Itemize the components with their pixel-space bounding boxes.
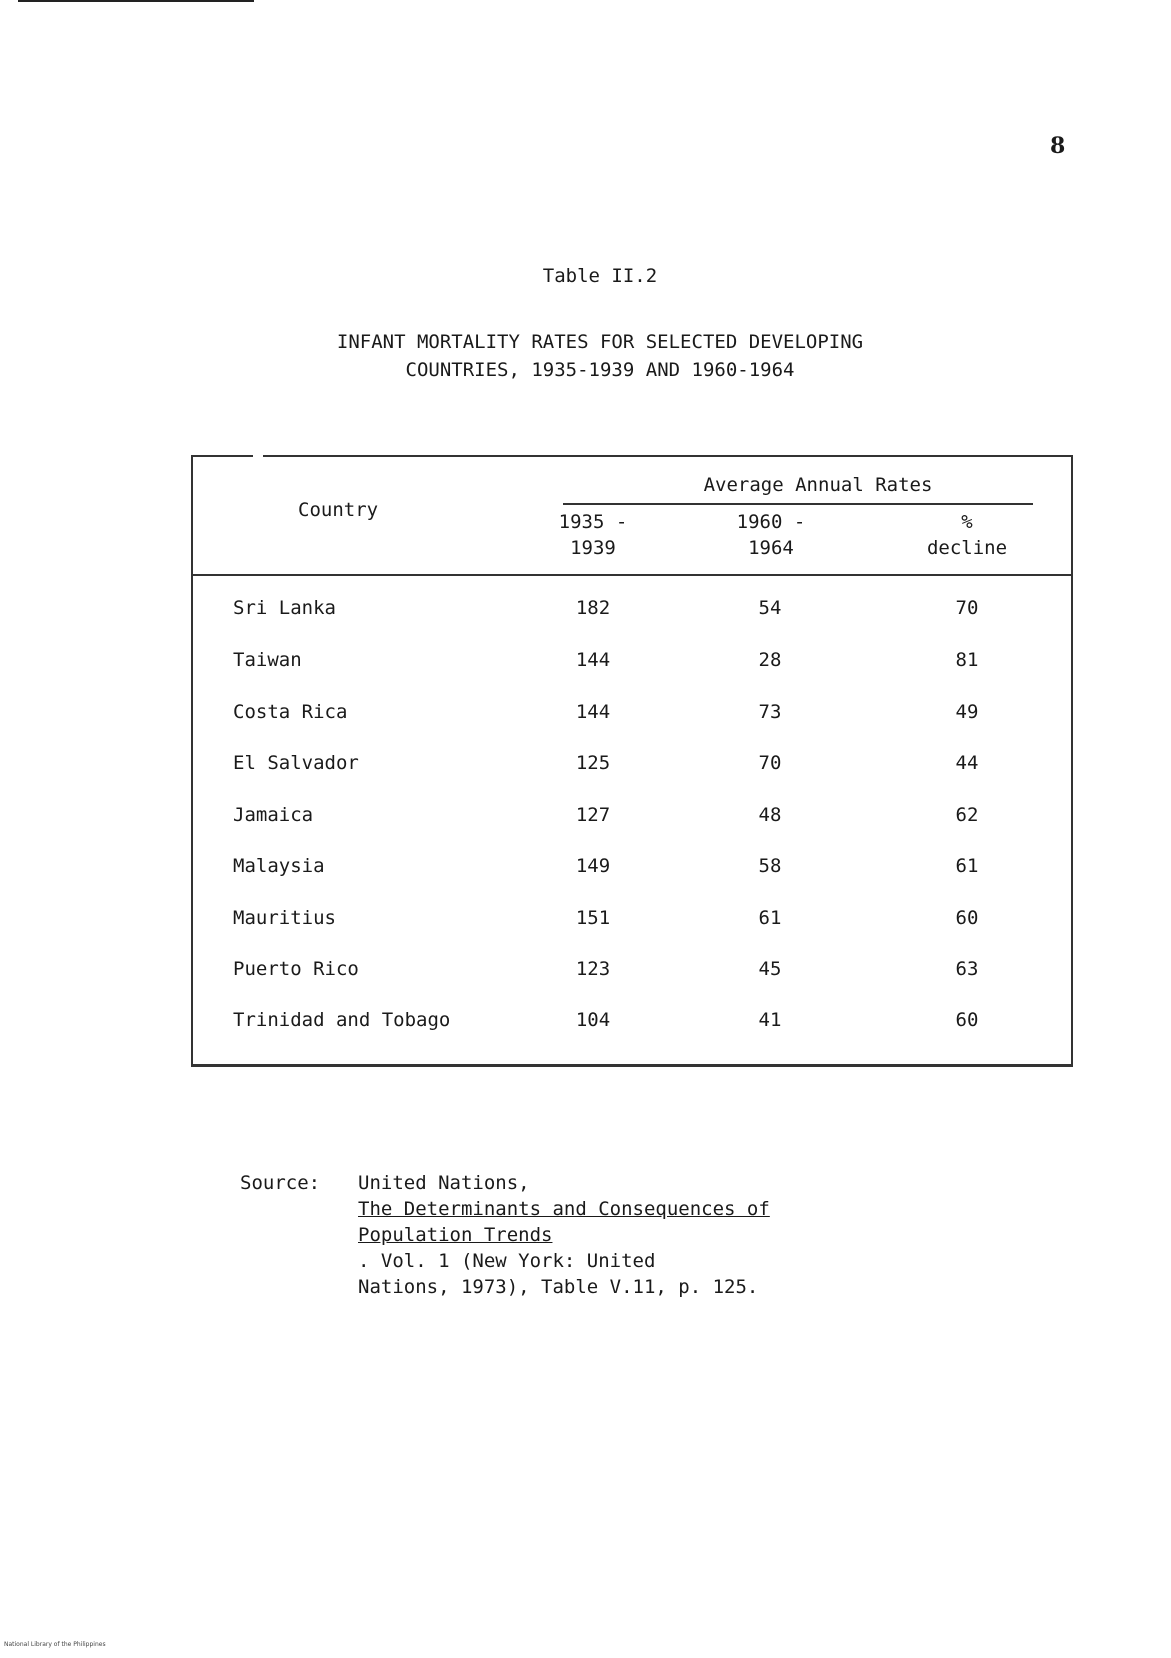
library-footer-mark: National Library of the Philippines [4,1641,106,1648]
rate-1960-1964-cell: 45 [758,958,782,980]
source-title-part-1: The Determinants and Consequences of [358,1198,770,1220]
table-row [193,1009,1071,1039]
table-row [193,907,1071,937]
source-line-3: Nations, 1973), Table V.11, p. 125. [358,1276,759,1298]
decline-cell: 70 [955,597,979,619]
source-volume: . Vol. 1 (New York: United [358,1250,656,1272]
top-edge-rule [18,0,254,2]
country-cell: Malaysia [233,855,325,877]
source-line-1 [358,1170,1078,1222]
country-cell: Trinidad and Tobago [233,1009,451,1031]
decline-cell: 49 [955,701,979,723]
table-row [193,752,1071,782]
decline-cell: 60 [955,907,979,929]
rate-1960-1964-cell: 28 [758,649,782,671]
data-table [191,455,1073,1067]
col-1960-1964-header-line-2: 1964 [748,537,794,559]
group-header-rule [563,503,1033,505]
page-number: 8 [1050,133,1066,159]
table-title [0,328,1171,384]
country-cell: Puerto Rico [233,958,359,980]
rate-1935-1939-cell: 123 [575,958,611,980]
col-decline-header-line-1: % [961,511,973,533]
rate-1960-1964-cell: 70 [758,752,782,774]
table-border-gap [253,454,263,458]
country-cell: Jamaica [233,804,314,826]
country-cell: Sri Lanka [233,597,336,619]
rate-1935-1939-cell: 182 [575,597,611,619]
decline-cell: 61 [955,855,979,877]
decline-cell: 44 [955,752,979,774]
country-column-header: Country [298,499,379,521]
header-rule [193,574,1071,576]
table-title-line-2: COUNTRIES, 1935-1939 AND 1960-1964 [405,359,795,381]
rate-1935-1939-cell: 151 [575,907,611,929]
decline-cell: 62 [955,804,979,826]
table-title-line-1: INFANT MORTALITY RATES FOR SELECTED DEVELOPING [336,331,864,353]
col-1960-1964-header-line-1: 1960 - [736,511,806,533]
rate-1960-1964-cell: 41 [758,1009,782,1031]
table-row [193,855,1071,885]
rate-1935-1939-cell: 127 [575,804,611,826]
country-cell: El Salvador [233,752,359,774]
table-row [193,649,1071,679]
rate-1960-1964-cell: 73 [758,701,782,723]
col-1935-1939-header-line-1: 1935 - [558,511,628,533]
table-row [193,701,1071,731]
rate-1935-1939-cell: 144 [575,649,611,671]
country-cell: Costa Rica [233,701,348,723]
country-cell: Taiwan [233,649,302,671]
table-label: Table II.2 [542,265,658,287]
source-line-2 [358,1222,1078,1274]
rate-1935-1939-cell: 125 [575,752,611,774]
table-row [193,804,1071,834]
source-label: Source: [240,1172,321,1194]
col-1960-1964-header [701,509,841,561]
source-citation [358,1170,1078,1300]
rate-1960-1964-cell: 61 [758,907,782,929]
table-row [193,597,1071,627]
rate-1935-1939-cell: 149 [575,855,611,877]
rate-1960-1964-cell: 48 [758,804,782,826]
col-decline-header-line-2: decline [926,537,1008,559]
decline-cell: 63 [955,958,979,980]
country-cell: Mauritius [233,907,336,929]
decline-cell: 81 [955,649,979,671]
col-1935-1939-header-line-2: 1939 [570,537,616,559]
source-title-part-2: Population Trends [358,1224,553,1246]
source-publisher: United Nations, [358,1172,530,1194]
average-annual-rates-header: Average Annual Rates [703,474,933,496]
rate-1935-1939-cell: 144 [575,701,611,723]
decline-cell: 60 [955,1009,979,1031]
rate-1935-1939-cell: 104 [575,1009,611,1031]
col-decline-header [897,509,1037,561]
rate-1960-1964-cell: 58 [758,855,782,877]
col-1935-1939-header [523,509,663,561]
table-row [193,958,1071,988]
rate-1960-1964-cell: 54 [758,597,782,619]
